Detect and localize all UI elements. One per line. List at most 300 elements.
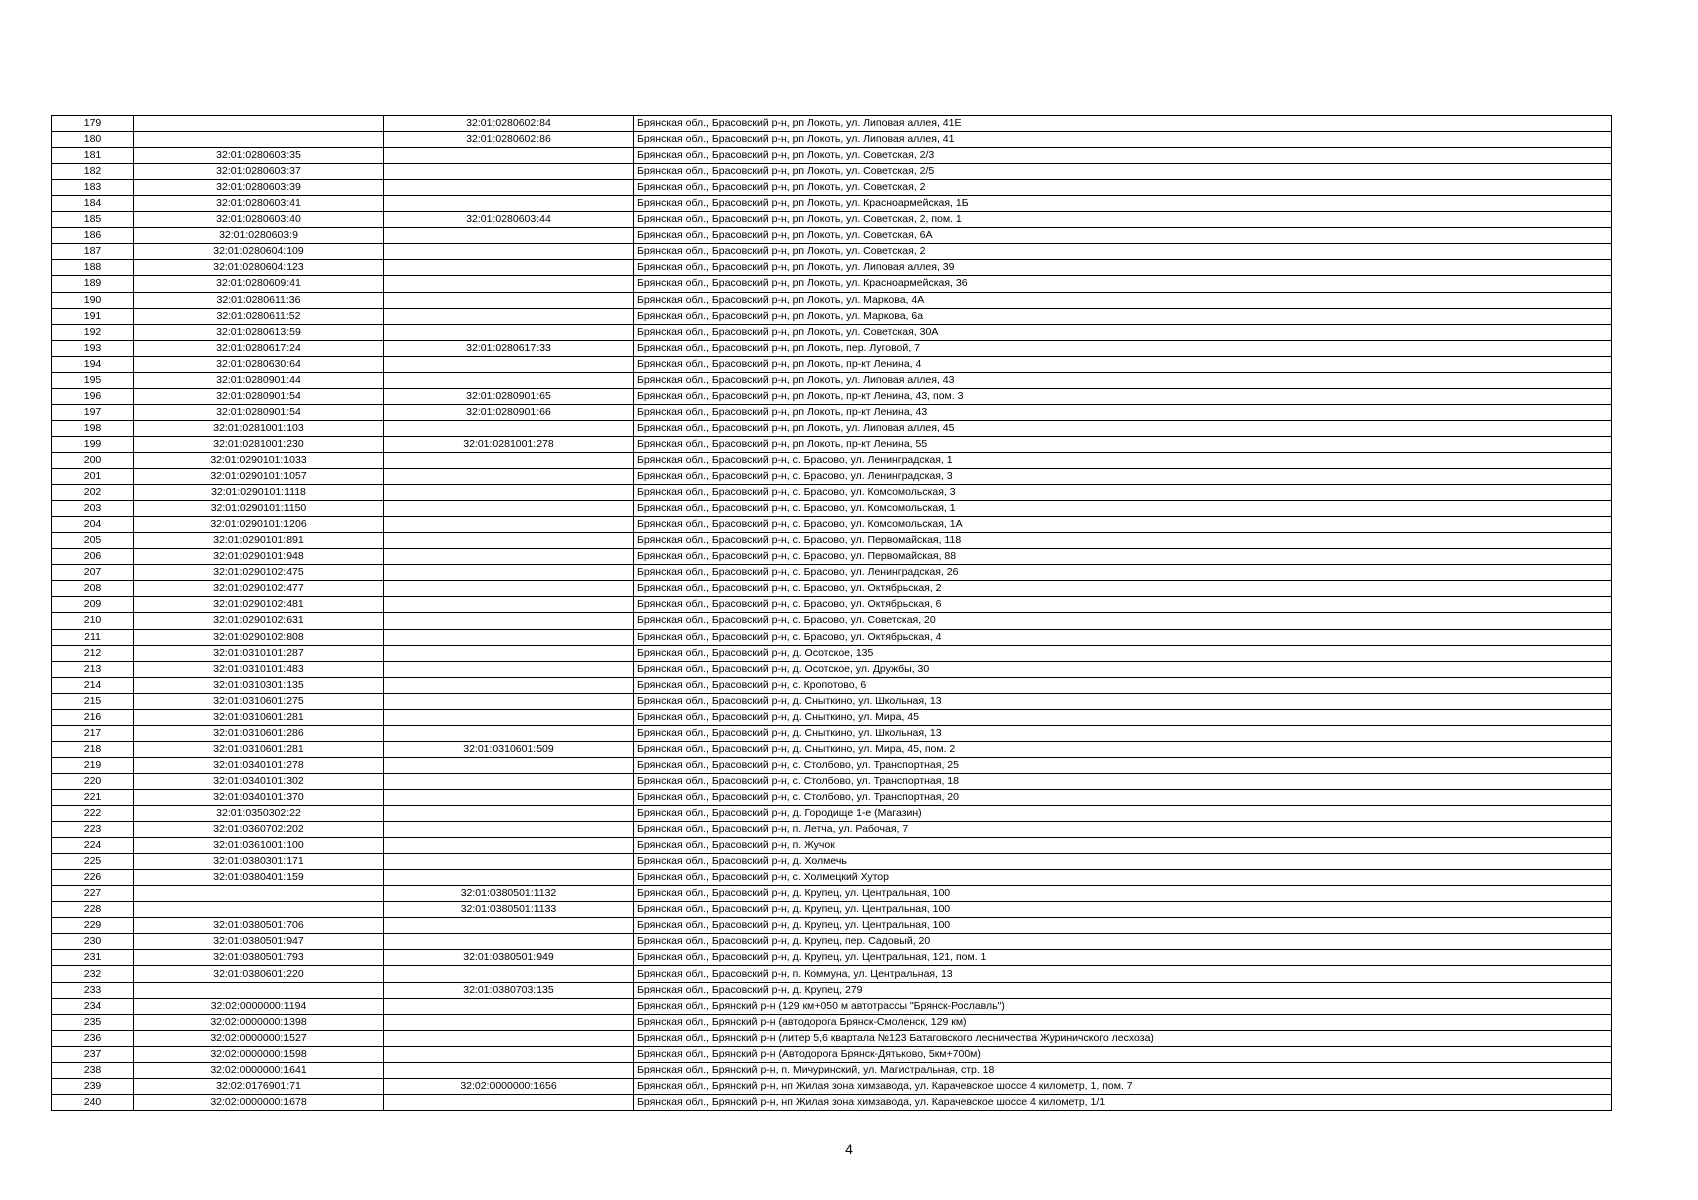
row-number-cell: 221 [52, 789, 134, 805]
cadastral-number-cell: 32:01:0380501:793 [134, 950, 384, 966]
cadastral-number-cell: 32:01:0280901:54 [134, 404, 384, 420]
related-cadastral-number-cell [384, 1014, 634, 1030]
related-cadastral-number-cell [384, 372, 634, 388]
address-cell: Брянская обл., Брасовский р-н, с. Столбово, ул. Транспортная, 25 [634, 757, 1612, 773]
table-row [52, 244, 1612, 260]
table-row [52, 1014, 1612, 1030]
address-cell: Брянская обл., Брасовский р-н, д. Сныткино, ул. Школьная, 13 [634, 693, 1612, 709]
cadastral-number-cell: 32:01:0280609:41 [134, 276, 384, 292]
address-cell: Брянская обл., Брасовский р-н, с. Брасово, ул. Комсомольская, 1 [634, 501, 1612, 517]
table-row [52, 741, 1612, 757]
cadastral-number-cell: 32:01:0280603:40 [134, 212, 384, 228]
cadastral-number-cell: 32:01:0310601:281 [134, 709, 384, 725]
related-cadastral-number-cell: 32:02:0000000:1656 [384, 1078, 634, 1094]
cadastral-number-cell: 32:02:0000000:1194 [134, 998, 384, 1014]
related-cadastral-number-cell [384, 148, 634, 164]
row-number-cell: 220 [52, 773, 134, 789]
address-cell: Брянская обл., Брасовский р-н, с. Столбово, ул. Транспортная, 20 [634, 789, 1612, 805]
cadastral-number-cell: 32:01:0380501:706 [134, 918, 384, 934]
table-row [52, 966, 1612, 982]
related-cadastral-number-cell [384, 1062, 634, 1078]
cadastral-number-cell: 32:01:0290102:481 [134, 597, 384, 613]
cadastral-number-cell: 32:02:0000000:1398 [134, 1014, 384, 1030]
cadastral-number-cell: 32:01:0280901:54 [134, 388, 384, 404]
related-cadastral-number-cell [384, 1046, 634, 1062]
row-number-cell: 202 [52, 485, 134, 501]
table-body [52, 116, 1612, 1111]
cadastral-number-cell: 32:01:0281001:230 [134, 436, 384, 452]
related-cadastral-number-cell [384, 276, 634, 292]
cadastral-number-cell: 32:01:0280617:24 [134, 340, 384, 356]
address-cell: Брянская обл., Брасовский р-н, д. Сныткино, ул. Школьная, 13 [634, 725, 1612, 741]
address-cell: Брянская обл., Брасовский р-н, д. Крупец, ул. Центральная, 100 [634, 918, 1612, 934]
related-cadastral-number-cell [384, 725, 634, 741]
cadastral-number-cell: 32:01:0290101:1057 [134, 469, 384, 485]
row-number-cell: 208 [52, 581, 134, 597]
row-number-cell: 230 [52, 934, 134, 950]
row-number-cell: 218 [52, 741, 134, 757]
table-row [52, 196, 1612, 212]
related-cadastral-number-cell [384, 356, 634, 372]
row-number-cell: 191 [52, 308, 134, 324]
related-cadastral-number-cell [384, 228, 634, 244]
row-number-cell: 193 [52, 340, 134, 356]
row-number-cell: 232 [52, 966, 134, 982]
table-row [52, 661, 1612, 677]
related-cadastral-number-cell [384, 452, 634, 468]
cadastral-number-cell: 32:01:0310101:483 [134, 661, 384, 677]
address-cell: Брянская обл., Брянский р-н (автодорога Брянск-Смоленск, 129 км) [634, 1014, 1612, 1030]
related-cadastral-number-cell [384, 581, 634, 597]
row-number-cell: 211 [52, 629, 134, 645]
related-cadastral-number-cell [384, 629, 634, 645]
related-cadastral-number-cell [384, 549, 634, 565]
address-cell: Брянская обл., Брасовский р-н, д. Осотское, 135 [634, 645, 1612, 661]
cadastral-number-cell [134, 886, 384, 902]
related-cadastral-number-cell [384, 934, 634, 950]
table-row [52, 806, 1612, 822]
cadastral-number-cell: 32:01:0350302:22 [134, 806, 384, 822]
row-number-cell: 199 [52, 436, 134, 452]
cadastral-number-cell: 32:01:0280604:123 [134, 260, 384, 276]
row-number-cell: 240 [52, 1094, 134, 1110]
related-cadastral-number-cell [384, 469, 634, 485]
row-number-cell: 214 [52, 677, 134, 693]
row-number-cell: 228 [52, 902, 134, 918]
row-number-cell: 179 [52, 116, 134, 132]
address-cell: Брянская обл., Брасовский р-н, рп Локоть, пр-кт Ленина, 43 [634, 404, 1612, 420]
related-cadastral-number-cell [384, 966, 634, 982]
row-number-cell: 189 [52, 276, 134, 292]
cadastral-number-cell: 32:01:0310301:135 [134, 677, 384, 693]
address-cell: Брянская обл., Брасовский р-н, рп Локоть, ул. Красноармейская, 36 [634, 276, 1612, 292]
cadastral-number-cell: 32:02:0000000:1678 [134, 1094, 384, 1110]
cadastral-number-cell [134, 132, 384, 148]
address-cell: Брянская обл., Брасовский р-н, д. Осотское, ул. Дружбы, 30 [634, 661, 1612, 677]
table-row [52, 404, 1612, 420]
cadastral-number-cell: 32:01:0290101:891 [134, 533, 384, 549]
related-cadastral-number-cell [384, 597, 634, 613]
table-row [52, 565, 1612, 581]
table-row [52, 485, 1612, 501]
row-number-cell: 186 [52, 228, 134, 244]
table-row [52, 822, 1612, 838]
address-cell: Брянская обл., Брасовский р-н, д. Сныткино, ул. Мира, 45, пом. 2 [634, 741, 1612, 757]
cadastral-number-cell: 32:01:0290101:1118 [134, 485, 384, 501]
address-cell: Брянская обл., Брасовский р-н, с. Брасово, ул. Октябрьская, 2 [634, 581, 1612, 597]
table-row [52, 260, 1612, 276]
table-row [52, 870, 1612, 886]
table-row [52, 773, 1612, 789]
address-cell: Брянская обл., Брасовский р-н, рп Локоть, ул. Советская, 2/3 [634, 148, 1612, 164]
address-cell: Брянская обл., Брасовский р-н, с. Брасово, ул. Ленинградская, 3 [634, 469, 1612, 485]
row-number-cell: 229 [52, 918, 134, 934]
cadastral-number-cell: 32:01:0360702:202 [134, 822, 384, 838]
related-cadastral-number-cell [384, 292, 634, 308]
row-number-cell: 236 [52, 1030, 134, 1046]
cadastral-number-cell: 32:01:0280603:37 [134, 164, 384, 180]
row-number-cell: 207 [52, 565, 134, 581]
row-number-cell: 200 [52, 452, 134, 468]
address-cell: Брянская обл., Брасовский р-н, рп Локоть, ул. Советская, 30А [634, 324, 1612, 340]
row-number-cell: 209 [52, 597, 134, 613]
table-row [52, 886, 1612, 902]
table-row [52, 356, 1612, 372]
related-cadastral-number-cell [384, 645, 634, 661]
address-cell: Брянская обл., Брасовский р-н, рп Локоть, ул. Советская, 2, пом. 1 [634, 212, 1612, 228]
related-cadastral-number-cell [384, 501, 634, 517]
table-row [52, 1062, 1612, 1078]
row-number-cell: 180 [52, 132, 134, 148]
row-number-cell: 210 [52, 613, 134, 629]
table-row [52, 276, 1612, 292]
related-cadastral-number-cell [384, 998, 634, 1014]
row-number-cell: 206 [52, 549, 134, 565]
table-row [52, 902, 1612, 918]
table-row [52, 934, 1612, 950]
related-cadastral-number-cell [384, 1030, 634, 1046]
cadastral-number-cell: 32:01:0280604:109 [134, 244, 384, 260]
related-cadastral-number-cell: 32:01:0280602:84 [384, 116, 634, 132]
row-number-cell: 231 [52, 950, 134, 966]
table-row [52, 372, 1612, 388]
address-cell: Брянская обл., Брасовский р-н, рп Локоть, ул. Советская, 2/5 [634, 164, 1612, 180]
related-cadastral-number-cell: 32:01:0280602:86 [384, 132, 634, 148]
table-row [52, 517, 1612, 533]
registry-table [51, 115, 1612, 1111]
related-cadastral-number-cell: 32:01:0281001:278 [384, 436, 634, 452]
table-row [52, 1078, 1612, 1094]
table-row [52, 597, 1612, 613]
table-row [52, 324, 1612, 340]
table-row [52, 950, 1612, 966]
address-cell: Брянская обл., Брасовский р-н, с. Брасово, ул. Октябрьская, 6 [634, 597, 1612, 613]
address-cell: Брянская обл., Брасовский р-н, рп Локоть, ул. Советская, 2 [634, 244, 1612, 260]
page-number: 4 [845, 1141, 853, 1157]
related-cadastral-number-cell [384, 485, 634, 501]
address-cell: Брянская обл., Брасовский р-н, рп Локоть, ул. Липовая аллея, 43 [634, 372, 1612, 388]
cadastral-number-cell: 32:01:0290102:631 [134, 613, 384, 629]
related-cadastral-number-cell [384, 244, 634, 260]
cadastral-number-cell: 32:01:0340101:302 [134, 773, 384, 789]
row-number-cell: 222 [52, 806, 134, 822]
related-cadastral-number-cell [384, 709, 634, 725]
address-cell: Брянская обл., Брасовский р-н, с. Брасово, ул. Ленинградская, 26 [634, 565, 1612, 581]
address-cell: Брянская обл., Брянский р-н (Автодорога Брянск-Дятьково, 5км+700м) [634, 1046, 1612, 1062]
related-cadastral-number-cell [384, 613, 634, 629]
table-row [52, 212, 1612, 228]
address-cell: Брянская обл., Брасовский р-н, д. Городище 1-е (Магазин) [634, 806, 1612, 822]
table-row [52, 629, 1612, 645]
table-row [52, 1094, 1612, 1110]
cadastral-number-cell: 32:01:0280611:36 [134, 292, 384, 308]
row-number-cell: 219 [52, 757, 134, 773]
related-cadastral-number-cell [384, 773, 634, 789]
cadastral-number-cell: 32:02:0000000:1598 [134, 1046, 384, 1062]
row-number-cell: 225 [52, 854, 134, 870]
row-number-cell: 188 [52, 260, 134, 276]
related-cadastral-number-cell: 32:01:0280901:65 [384, 388, 634, 404]
cadastral-number-cell: 32:01:0310601:275 [134, 693, 384, 709]
cadastral-number-cell: 32:01:0290101:1150 [134, 501, 384, 517]
cadastral-number-cell [134, 902, 384, 918]
related-cadastral-number-cell [384, 661, 634, 677]
cadastral-number-cell: 32:01:0280603:41 [134, 196, 384, 212]
cadastral-number-cell: 32:01:0340101:278 [134, 757, 384, 773]
table-row [52, 180, 1612, 196]
row-number-cell: 203 [52, 501, 134, 517]
address-cell: Брянская обл., Брасовский р-н, рп Локоть, ул. Липовая аллея, 39 [634, 260, 1612, 276]
row-number-cell: 190 [52, 292, 134, 308]
cadastral-number-cell: 32:01:0380401:159 [134, 870, 384, 886]
related-cadastral-number-cell [384, 517, 634, 533]
row-number-cell: 239 [52, 1078, 134, 1094]
cadastral-number-cell: 32:01:0340101:370 [134, 789, 384, 805]
address-cell: Брянская обл., Брянский р-н (литер 5,6 квартала №123 Батаговского лесничества Журиничского лесхоза) [634, 1030, 1612, 1046]
cadastral-number-cell: 32:01:0380501:947 [134, 934, 384, 950]
related-cadastral-number-cell [384, 565, 634, 581]
table-row [52, 420, 1612, 436]
row-number-cell: 195 [52, 372, 134, 388]
table-row [52, 581, 1612, 597]
cadastral-number-cell: 32:01:0310101:287 [134, 645, 384, 661]
cadastral-number-cell: 32:01:0290101:1033 [134, 452, 384, 468]
related-cadastral-number-cell [384, 164, 634, 180]
table-row [52, 1046, 1612, 1062]
row-number-cell: 215 [52, 693, 134, 709]
row-number-cell: 198 [52, 420, 134, 436]
address-cell: Брянская обл., Брасовский р-н, рп Локоть, пр-кт Ленина, 55 [634, 436, 1612, 452]
address-cell: Брянская обл., Брасовский р-н, д. Сныткино, ул. Мира, 45 [634, 709, 1612, 725]
related-cadastral-number-cell [384, 757, 634, 773]
address-cell: Брянская обл., Брасовский р-н, с. Брасово, ул. Советская, 20 [634, 613, 1612, 629]
address-cell: Брянская обл., Брасовский р-н, с. Брасово, ул. Октябрьская, 4 [634, 629, 1612, 645]
address-cell: Брянская обл., Брасовский р-н, рп Локоть, пер. Луговой, 7 [634, 340, 1612, 356]
cadastral-number-cell: 32:01:0290102:477 [134, 581, 384, 597]
cadastral-number-cell: 32:01:0280603:39 [134, 180, 384, 196]
table-row [52, 677, 1612, 693]
row-number-cell: 227 [52, 886, 134, 902]
cadastral-number-cell: 32:01:0280603:35 [134, 148, 384, 164]
address-cell: Брянская обл., Брасовский р-н, рп Локоть, ул. Советская, 2 [634, 180, 1612, 196]
row-number-cell: 197 [52, 404, 134, 420]
row-number-cell: 213 [52, 661, 134, 677]
address-cell: Брянская обл., Брасовский р-н, с. Брасово, ул. Комсомольская, 1А [634, 517, 1612, 533]
row-number-cell: 216 [52, 709, 134, 725]
address-cell: Брянская обл., Брасовский р-н, рп Локоть, ул. Маркова, 6а [634, 308, 1612, 324]
related-cadastral-number-cell [384, 260, 634, 276]
table-row [52, 998, 1612, 1014]
address-cell: Брянская обл., Брасовский р-н, с. Кропотово, 6 [634, 677, 1612, 693]
row-number-cell: 226 [52, 870, 134, 886]
address-cell: Брянская обл., Брянский р-н, нп Жилая зона химзавода, ул. Карачевское шоссе 4 километр, 1/1 [634, 1094, 1612, 1110]
related-cadastral-number-cell: 32:01:0380501:1132 [384, 886, 634, 902]
address-cell: Брянская обл., Брасовский р-н, с. Холмецкий Хутор [634, 870, 1612, 886]
related-cadastral-number-cell [384, 693, 634, 709]
address-cell: Брянская обл., Брасовский р-н, рп Локоть, ул. Советская, 6А [634, 228, 1612, 244]
address-cell: Брянская обл., Брасовский р-н, с. Брасово, ул. Комсомольская, 3 [634, 485, 1612, 501]
address-cell: Брянская обл., Брасовский р-н, с. Столбово, ул. Транспортная, 18 [634, 773, 1612, 789]
related-cadastral-number-cell: 32:01:0280901:66 [384, 404, 634, 420]
table-row [52, 340, 1612, 356]
related-cadastral-number-cell [384, 854, 634, 870]
table-row [52, 645, 1612, 661]
table-row [52, 292, 1612, 308]
table-row [52, 1030, 1612, 1046]
row-number-cell: 217 [52, 725, 134, 741]
table-row [52, 549, 1612, 565]
cadastral-number-cell: 32:02:0000000:1641 [134, 1062, 384, 1078]
address-cell: Брянская обл., Брасовский р-н, п. Коммуна, ул. Центральная, 13 [634, 966, 1612, 982]
address-cell: Брянская обл., Брасовский р-н, рп Локоть, ул. Липовая аллея, 41Е [634, 116, 1612, 132]
related-cadastral-number-cell: 32:01:0280603:44 [384, 212, 634, 228]
cadastral-number-cell: 32:01:0290101:948 [134, 549, 384, 565]
cadastral-number-cell [134, 982, 384, 998]
table-row [52, 132, 1612, 148]
address-cell: Брянская обл., Брасовский р-н, с. Брасово, ул. Первомайская, 118 [634, 533, 1612, 549]
address-cell: Брянская обл., Брасовский р-н, рп Локоть, пр-кт Ленина, 4 [634, 356, 1612, 372]
address-cell: Брянская обл., Брянский р-н (129 км+050 м автотрассы "Брянск-Рославль") [634, 998, 1612, 1014]
table-row [52, 789, 1612, 805]
related-cadastral-number-cell [384, 789, 634, 805]
related-cadastral-number-cell [384, 308, 634, 324]
row-number-cell: 201 [52, 469, 134, 485]
related-cadastral-number-cell [384, 180, 634, 196]
cadastral-number-cell: 32:01:0310601:281 [134, 741, 384, 757]
cadastral-number-cell [134, 116, 384, 132]
related-cadastral-number-cell: 32:01:0380703:135 [384, 982, 634, 998]
address-cell: Брянская обл., Брасовский р-н, с. Брасово, ул. Первомайская, 88 [634, 549, 1612, 565]
related-cadastral-number-cell: 32:01:0280617:33 [384, 340, 634, 356]
related-cadastral-number-cell [384, 870, 634, 886]
address-cell: Брянская обл., Брянский р-н, нп Жилая зона химзавода, ул. Карачевское шоссе 4 километр, 1, пом. 7 [634, 1078, 1612, 1094]
cadastral-number-cell: 32:01:0280901:44 [134, 372, 384, 388]
related-cadastral-number-cell [384, 324, 634, 340]
row-number-cell: 235 [52, 1014, 134, 1030]
table-row [52, 613, 1612, 629]
cadastral-number-cell: 32:01:0361001:100 [134, 838, 384, 854]
row-number-cell: 204 [52, 517, 134, 533]
cadastral-number-cell: 32:01:0380301:171 [134, 854, 384, 870]
table-row [52, 709, 1612, 725]
related-cadastral-number-cell: 32:01:0380501:1133 [384, 902, 634, 918]
address-cell: Брянская обл., Брасовский р-н, д. Крупец, 279 [634, 982, 1612, 998]
cadastral-number-cell: 32:01:0280611:52 [134, 308, 384, 324]
row-number-cell: 182 [52, 164, 134, 180]
row-number-cell: 185 [52, 212, 134, 228]
table-row [52, 116, 1612, 132]
row-number-cell: 233 [52, 982, 134, 998]
table-row [52, 164, 1612, 180]
row-number-cell: 237 [52, 1046, 134, 1062]
address-cell: Брянская обл., Брасовский р-н, п. Жучок [634, 838, 1612, 854]
related-cadastral-number-cell [384, 533, 634, 549]
related-cadastral-number-cell [384, 1094, 634, 1110]
cadastral-number-cell: 32:01:0290102:808 [134, 629, 384, 645]
related-cadastral-number-cell: 32:01:0310601:509 [384, 741, 634, 757]
related-cadastral-number-cell [384, 420, 634, 436]
related-cadastral-number-cell [384, 677, 634, 693]
address-cell: Брянская обл., Брасовский р-н, д. Крупец, ул. Центральная, 100 [634, 902, 1612, 918]
address-cell: Брянская обл., Брасовский р-н, д. Крупец, пер. Садовый, 20 [634, 934, 1612, 950]
table-row [52, 501, 1612, 517]
row-number-cell: 224 [52, 838, 134, 854]
address-cell: Брянская обл., Брасовский р-н, д. Холмечь [634, 854, 1612, 870]
row-number-cell: 183 [52, 180, 134, 196]
table-row [52, 757, 1612, 773]
address-cell: Брянская обл., Брасовский р-н, д. Крупец, ул. Центральная, 100 [634, 886, 1612, 902]
row-number-cell: 196 [52, 388, 134, 404]
address-cell: Брянская обл., Брасовский р-н, п. Летча, ул. Рабочая, 7 [634, 822, 1612, 838]
table-row [52, 436, 1612, 452]
cadastral-number-cell: 32:01:0281001:103 [134, 420, 384, 436]
table-row [52, 533, 1612, 549]
table-row [52, 918, 1612, 934]
row-number-cell: 192 [52, 324, 134, 340]
address-cell: Брянская обл., Брасовский р-н, с. Брасово, ул. Ленинградская, 1 [634, 452, 1612, 468]
table-row [52, 854, 1612, 870]
table-row [52, 452, 1612, 468]
table-row [52, 725, 1612, 741]
address-cell: Брянская обл., Брасовский р-н, д. Крупец, ул. Центральная, 121, пом. 1 [634, 950, 1612, 966]
row-number-cell: 187 [52, 244, 134, 260]
related-cadastral-number-cell [384, 806, 634, 822]
address-cell: Брянская обл., Брасовский р-н, рп Локоть, ул. Липовая аллея, 45 [634, 420, 1612, 436]
cadastral-number-cell: 32:01:0280630:64 [134, 356, 384, 372]
address-cell: Брянская обл., Брасовский р-н, рп Локоть, пр-кт Ленина, 43, пом. 3 [634, 388, 1612, 404]
cadastral-number-cell: 32:01:0310601:286 [134, 725, 384, 741]
related-cadastral-number-cell [384, 822, 634, 838]
address-cell: Брянская обл., Брасовский р-н, рп Локоть, ул. Липовая аллея, 41 [634, 132, 1612, 148]
table-row [52, 982, 1612, 998]
cadastral-number-cell: 32:02:0176901:71 [134, 1078, 384, 1094]
table-row [52, 693, 1612, 709]
cadastral-number-cell: 32:01:0280613:59 [134, 324, 384, 340]
related-cadastral-number-cell [384, 918, 634, 934]
cadastral-number-cell: 32:01:0380601:220 [134, 966, 384, 982]
row-number-cell: 223 [52, 822, 134, 838]
row-number-cell: 194 [52, 356, 134, 372]
row-number-cell: 181 [52, 148, 134, 164]
row-number-cell: 238 [52, 1062, 134, 1078]
cadastral-number-cell: 32:02:0000000:1527 [134, 1030, 384, 1046]
address-cell: Брянская обл., Брасовский р-н, рп Локоть, ул. Красноармейская, 1Б [634, 196, 1612, 212]
related-cadastral-number-cell [384, 196, 634, 212]
table-row [52, 148, 1612, 164]
table-row [52, 308, 1612, 324]
address-cell: Брянская обл., Брасовский р-н, рп Локоть, ул. Маркова, 4А [634, 292, 1612, 308]
table-row [52, 838, 1612, 854]
